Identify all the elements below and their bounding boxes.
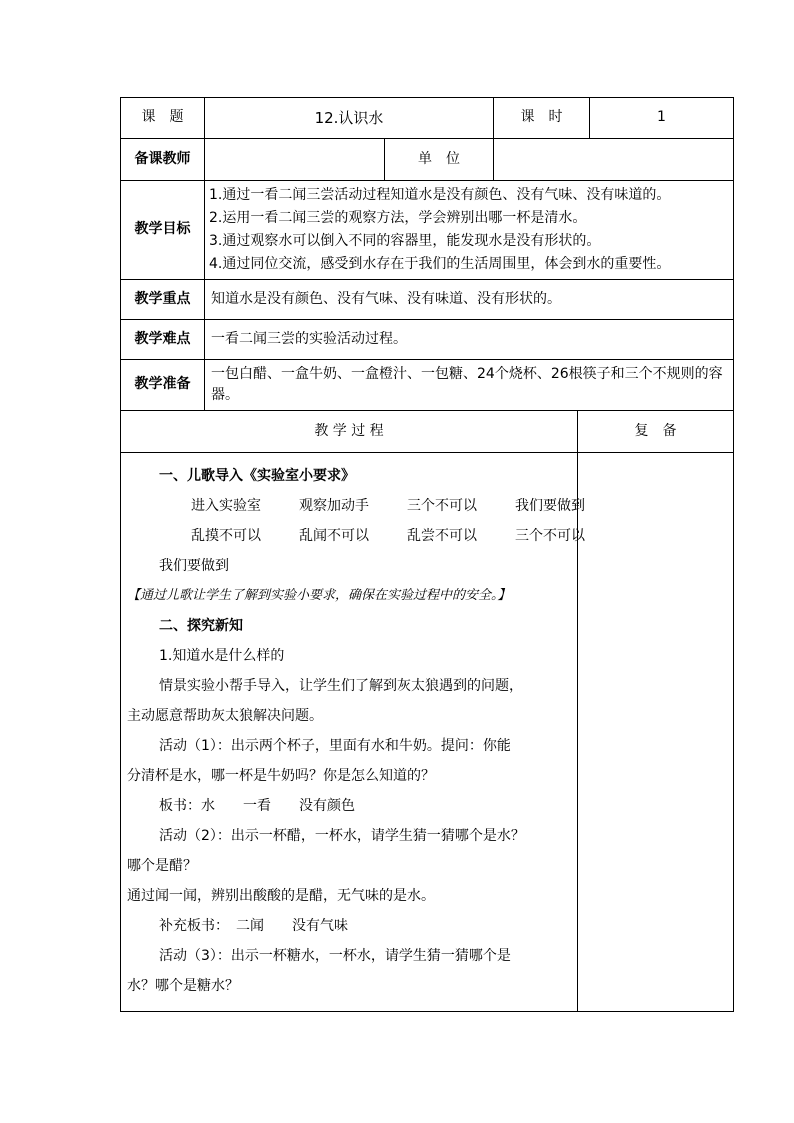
process-table [120, 410, 734, 1012]
difficulty-text: 一看二闻三尝的实验活动过程。 [205, 320, 734, 360]
rhyme-phrase: 进入实验室 [191, 498, 261, 514]
period-label: 课 时 [494, 98, 590, 139]
paragraph-line: 主动愿意帮助灰太狼解决问题。 [127, 708, 323, 724]
header-table-row1 [120, 97, 734, 139]
difficulty-label: 教学难点 [121, 320, 205, 360]
section-title: 二、探究新知 [159, 618, 243, 634]
teacher-label: 备课教师 [121, 139, 205, 181]
board-note: 补充板书： 二闻 没有气味 [159, 918, 348, 934]
paragraph-line: 哪个是醋？ [127, 858, 197, 874]
paragraph-line: 通过闻一闻，辨别出酸酸的是醋，无气味的是水。 [127, 888, 435, 904]
paragraph-line: 水？哪个是糖水？ [127, 978, 239, 994]
teaching-note: 【通过儿歌让学生了解到实验小要求，确保在实验过程中的安全。】 [127, 588, 511, 603]
rhyme-phrase: 我们要做到 [515, 498, 585, 514]
subject-label: 课 题 [121, 98, 205, 139]
lesson-title: 12.认识水 [205, 98, 494, 139]
paragraph-line: 活动（1）：出示两个杯子，里面有水和牛奶。提问：你能 [159, 738, 511, 754]
goals-list [205, 181, 734, 280]
rhyme-line [127, 521, 585, 551]
period-value: 1 [590, 98, 734, 139]
unit-value [494, 139, 734, 181]
preparation-text: 一包白醋、一盒牛奶、一盒橙汁、一包糖、24个烧杯、26根筷子和三个不规则的容器。 [205, 360, 734, 411]
process-content [121, 453, 585, 1012]
re-prep-column [578, 453, 734, 1012]
focus-text: 知道水是没有颜色、没有气味、没有味道、没有形状的。 [205, 280, 734, 320]
paragraph-line: 分清杯是水，哪一杯是牛奶吗？你是怎么知道的？ [127, 768, 435, 784]
section-title: 一、儿歌导入《实验室小要求》 [159, 468, 355, 484]
goal-item: 2.运用一看二闻三尝的观察方法，学会辨别出哪一杯是清水。 [209, 210, 587, 226]
focus-label: 教学重点 [121, 280, 205, 320]
goal-item: 3.通过观察水可以倒入不同的容器里，能发现水是没有形状的。 [209, 233, 601, 249]
paragraph-line: 活动（3）：出示一杯糖水，一杯水，请学生猜一猜哪个是 [159, 948, 511, 964]
rhyme-phrase: 三个不可以 [515, 528, 585, 544]
unit-label: 单 位 [385, 139, 494, 181]
rhyme-phrase: 乱摸不可以 [191, 528, 261, 544]
rhyme-phrase: 观察加动手 [299, 498, 369, 514]
paragraph-line: 活动（2）：出示一杯醋，一杯水，请学生猜一猜哪个是水？ [159, 828, 525, 844]
rhyme-phrase: 三个不可以 [407, 498, 477, 514]
goal-item: 1.通过一看二闻三尝活动过程知道水是没有颜色、没有气味、没有味道的。 [209, 187, 671, 203]
header-table-row2 [120, 138, 734, 181]
preparation-label: 教学准备 [121, 360, 205, 411]
re-prep-header: 复 备 [578, 411, 734, 453]
teacher-value [205, 139, 385, 181]
subsection-title: 1.知道水是什么样的 [159, 648, 285, 664]
board-note: 板书：水 一看 没有颜色 [159, 798, 355, 814]
paragraph-line: 情景实验小帮手导入，让学生们了解到灰太狼遇到的问题， [159, 678, 523, 694]
rhyme-phrase: 乱尝不可以 [407, 528, 477, 544]
rhyme-line: 我们要做到 [159, 558, 229, 574]
rhyme-phrase: 乱闻不可以 [299, 528, 369, 544]
info-table [120, 180, 734, 411]
goals-label: 教学目标 [121, 181, 205, 280]
goal-item: 4.通过同位交流，感受到水存在于我们的生活周围里，体会到水的重要性。 [209, 256, 671, 272]
rhyme-line [127, 491, 585, 521]
process-header: 教 学 过 程 [121, 411, 578, 453]
